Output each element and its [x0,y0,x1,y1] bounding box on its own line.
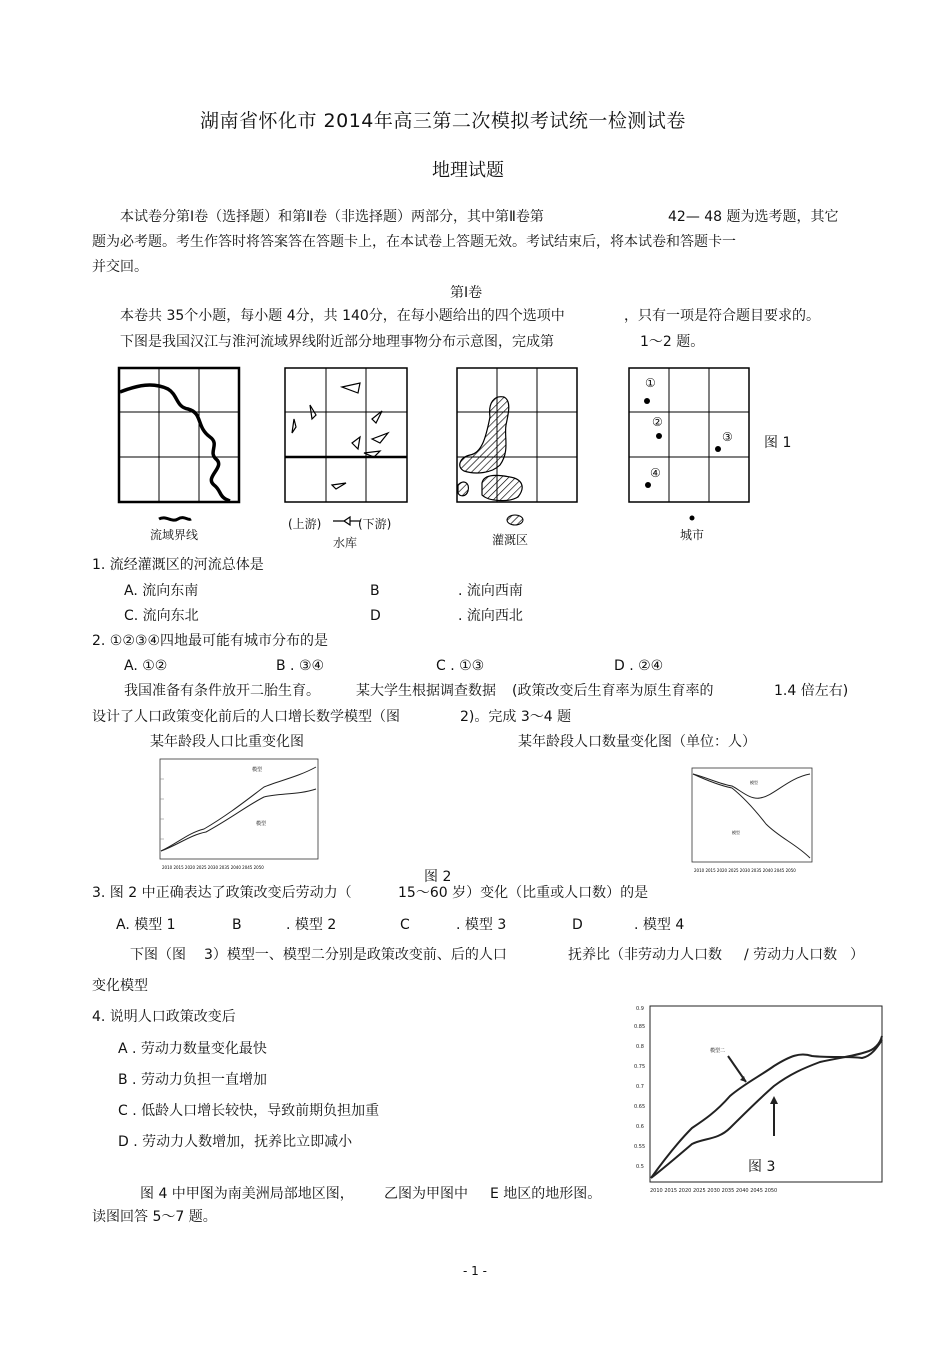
part1-desc-b: ，只有一项是符合题目要求的。 [624,308,820,324]
svg-text:0.8: 0.8 [636,1044,644,1050]
passage2-line1d: 1.4 倍左右) [774,683,849,699]
figure1-map-irrigation [456,367,578,503]
legend-irrigation-label: 灌溉区 [492,533,529,547]
q2-option-d: D . ②④ [614,658,664,674]
passage3-line1e: ） [850,947,864,963]
intro-line2: 题为必考题。考生作答时将答案答在答题卡上，在本试卷上答题无效。考试结束后，将本试卷和答题卡一 [92,234,736,250]
q3-stem-b: 15～60 岁）变化（比重或人口数）的是 [398,885,649,901]
city-mark-4: ④ [650,466,661,480]
svg-text:0.5: 0.5 [636,1164,644,1170]
passage2-line1a: 我国准备有条件放开二胎生育。 [124,683,320,699]
figure2-left-title: 某年龄段人口比重变化图 [150,734,304,750]
q4-option-b: B . 劳动力负担一直增加 [118,1072,267,1088]
figure1-map-boundary [118,367,240,503]
q3-option-b-text: . 模型 2 [286,917,337,933]
passage4-line1b: 乙图为甲图中 [384,1186,468,1202]
page-subtitle: 地理试题 [432,160,504,181]
figure2-right-chart [684,762,814,874]
figure3-label: 图 3 [748,1159,776,1175]
svg-text:2010 2015 2020 2025 20: 2010 2015 2020 2025 2030 2035 2040 2045 2050 [650,1188,778,1194]
passage3-line1b: 3）模型一、模型二分别是政策改变前、后的人口 [204,947,507,963]
q4-option-c: C . 低龄人口增长较快，导致前期负担加重 [118,1103,380,1119]
q2-option-c: C . ①③ [436,658,485,674]
passage4-line1a: 图 4 中甲图为南美洲局部地区图， [140,1186,354,1202]
svg-text:0.6: 0.6 [636,1124,644,1130]
q3-option-b-letter: B [232,917,242,933]
legend-boundary-icon [158,514,192,524]
svg-text:模型: 模型 [732,830,740,835]
q2-option-a: A. ①② [124,658,168,674]
q1-option-c: C. 流向东北 [124,608,199,624]
q2-option-b: B . ③④ [276,658,325,674]
figure1-label: 图 1 [764,435,792,451]
q1-option-b-letter: B [370,583,380,599]
svg-text:2010 2015 2020 2025 2030: 2010 2015 2020 2025 2030 2035 2040 2045 2050 [162,865,264,870]
passage4-line1c: E 地区的地形图。 [490,1186,602,1202]
q3-option-c-letter: C [400,917,410,933]
legend-downstream-label: (下游) [358,517,392,531]
svg-text:模型: 模型 [256,821,267,827]
part1-desc-a: 本卷共 35个小题，每小题 4分，共 140分，在每小题给出的四个选项中 [120,308,565,324]
q1-stem: 1. 流经灌溉区的河流总体是 [92,557,264,573]
passage3-line1a: 下图（图 [130,947,186,963]
part1-intro-a: 下图是我国汉江与淮河流域界线附近部分地理事物分布示意图，完成第 [120,334,554,350]
svg-text:0.65: 0.65 [634,1104,646,1110]
legend-boundary-label: 流域界线 [150,528,199,542]
passage4-line2: 读图回答 5～7 题。 [92,1209,217,1225]
legend-upstream-label: (上游) [288,517,322,531]
page-number: - 1 - [463,1264,487,1278]
intro-line1a: 本试卷分第Ⅰ卷（选择题）和第Ⅱ卷（非选择题）两部分，其中第Ⅱ卷第 [120,209,544,225]
legend-city-icon [688,514,696,522]
q1-option-d-letter: D [370,608,381,624]
city-mark-1: ① [645,376,656,390]
part1-heading: 第Ⅰ卷 [450,285,483,301]
passage2-line1b: 某大学生根据调查数据 [356,683,496,699]
q1-option-d-text: . 流向西北 [458,608,523,624]
q2-stem: 2. ①②③④四地最可能有城市分布的是 [92,633,329,649]
figure2-left-chart [148,757,320,872]
intro-line3: 并交回。 [92,259,148,275]
figure2-label: 图 2 [424,869,452,885]
q3-option-a: A. 模型 1 [116,917,176,933]
q4-stem: 4. 说明人口政策改变后 [92,1009,236,1025]
city-mark-2: ② [652,415,663,429]
svg-text:0.75: 0.75 [634,1064,646,1070]
q3-option-d-letter: D [572,917,583,933]
passage2-line2a: 设计了人口政策变化前后的人口增长数学模型（图 [92,709,400,725]
passage2-line1c: (政策改变后生育率为原生育率的 [512,683,714,699]
svg-text:模型: 模型 [252,767,263,773]
passage3-line1d: / 劳动力人口数 [744,947,838,963]
q4-option-d: D . 劳动力人数增加，抚养比立即减小 [118,1134,353,1150]
page-title: 湖南省怀化市 2014年高三第二次模拟考试统一检测试卷 [200,110,686,132]
passage3-line1c: 抚养比（非劳动力人口数 [568,947,722,963]
svg-text:2010 2015 2020 2025 2030: 2010 2015 2020 2025 2030 2035 2040 2045 2050 [694,868,796,873]
q3-option-c-text: . 模型 3 [456,917,507,933]
figure1-map-reservoirs [284,367,408,503]
svg-text:0.85: 0.85 [634,1024,646,1030]
q4-option-a: A . 劳动力数量变化最快 [118,1041,267,1057]
svg-text:0.55: 0.55 [634,1144,646,1150]
q1-option-b-text: . 流向西南 [458,583,523,599]
legend-reservoir-label: 水库 [333,536,358,550]
q1-option-a: A. 流向东南 [124,583,199,599]
part1-intro-b: 1～2 题。 [640,334,705,350]
svg-text:模型: 模型 [750,780,758,785]
figure2-right-title: 某年龄段人口数量变化图（单位：人） [518,734,756,750]
legend-city-label: 城市 [680,528,705,542]
passage3-line2: 变化模型 [92,978,148,994]
q3-stem-a: 3. 图 2 中正确表达了政策改变后劳动力（ [92,885,352,901]
city-mark-3: ③ [722,430,733,444]
svg-text:0.7: 0.7 [636,1084,644,1090]
legend-irrigation-icon [506,514,524,526]
intro-line1b: 42— 48 题为选考题，其它 [668,209,839,225]
q3-option-d-text: . 模型 4 [634,917,685,933]
svg-text:模型二: 模型二 [710,1048,726,1054]
passage2-line2b: 2)。完成 3～4 题 [460,709,572,725]
svg-text:0.9: 0.9 [636,1006,644,1012]
